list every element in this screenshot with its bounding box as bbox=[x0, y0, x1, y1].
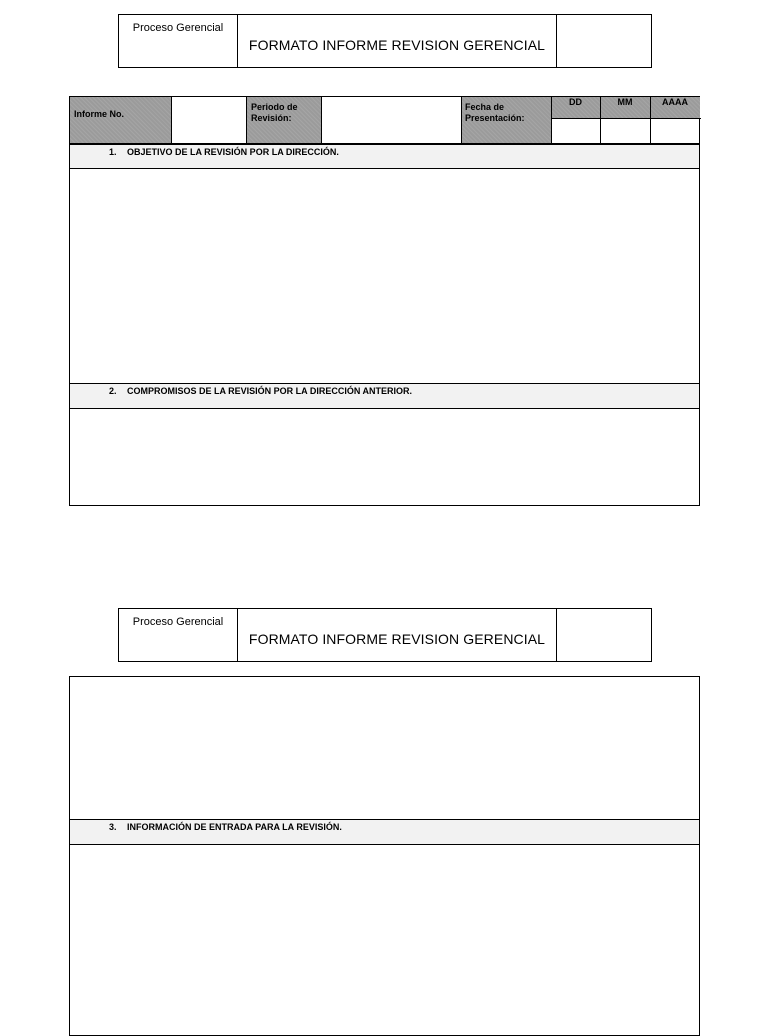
informe-number-field[interactable] bbox=[171, 97, 246, 143]
process-name: Proceso Gerencial bbox=[119, 15, 238, 67]
mm-label: MM bbox=[617, 97, 633, 107]
divider bbox=[551, 97, 552, 143]
section-number: 1. bbox=[109, 147, 117, 157]
divider bbox=[650, 97, 651, 143]
informe-label-cell bbox=[70, 97, 171, 143]
aaaa-label: AAAA bbox=[662, 97, 688, 107]
section-1-header bbox=[70, 143, 699, 169]
informe-label: Informe No. bbox=[74, 109, 125, 119]
report-form-continued bbox=[69, 676, 700, 1036]
section-number: 2. bbox=[109, 386, 117, 396]
divider bbox=[600, 97, 601, 143]
section-2-continued-content-area[interactable] bbox=[70, 677, 699, 820]
section-2-header bbox=[70, 383, 699, 409]
header-code-cell bbox=[557, 15, 651, 67]
form-title: FORMATO INFORME REVISION GERENCIAL bbox=[238, 15, 557, 67]
divider bbox=[171, 97, 172, 143]
periodo-label: Periodo de Revisión: bbox=[251, 102, 298, 123]
section-title: INFORMACIÓN DE ENTRADA PARA LA REVISIÓN. bbox=[127, 822, 342, 832]
page-header bbox=[118, 608, 652, 662]
periodo-field[interactable] bbox=[321, 97, 461, 143]
section-3-header bbox=[70, 819, 699, 845]
dd-label: DD bbox=[569, 97, 582, 107]
divider bbox=[551, 118, 701, 119]
section-2-content-area[interactable] bbox=[70, 409, 699, 505]
section-title: OBJETIVO DE LA REVISIÓN POR LA DIRECCIÓN. bbox=[127, 147, 339, 157]
process-name: Proceso Gerencial bbox=[119, 609, 238, 661]
dd-field[interactable] bbox=[551, 119, 600, 143]
section-3-content-area[interactable] bbox=[70, 845, 699, 1035]
header-code-cell bbox=[557, 609, 651, 661]
aaaa-field[interactable] bbox=[650, 119, 700, 143]
divider bbox=[461, 97, 462, 143]
report-form bbox=[69, 96, 700, 506]
section-title: COMPROMISOS DE LA REVISIÓN POR LA DIRECCIÓN ANTERIOR. bbox=[127, 386, 413, 396]
page-header bbox=[118, 14, 652, 68]
divider bbox=[246, 97, 247, 143]
fecha-label-cell bbox=[461, 97, 551, 143]
fecha-label: Fecha de Presentación: bbox=[465, 102, 525, 123]
form-title: FORMATO INFORME REVISION GERENCIAL bbox=[238, 609, 557, 661]
section-1-content-area[interactable] bbox=[70, 169, 699, 383]
periodo-label-cell bbox=[246, 97, 321, 143]
divider bbox=[321, 97, 322, 143]
mm-field[interactable] bbox=[600, 119, 650, 143]
section-number: 3. bbox=[109, 822, 117, 832]
